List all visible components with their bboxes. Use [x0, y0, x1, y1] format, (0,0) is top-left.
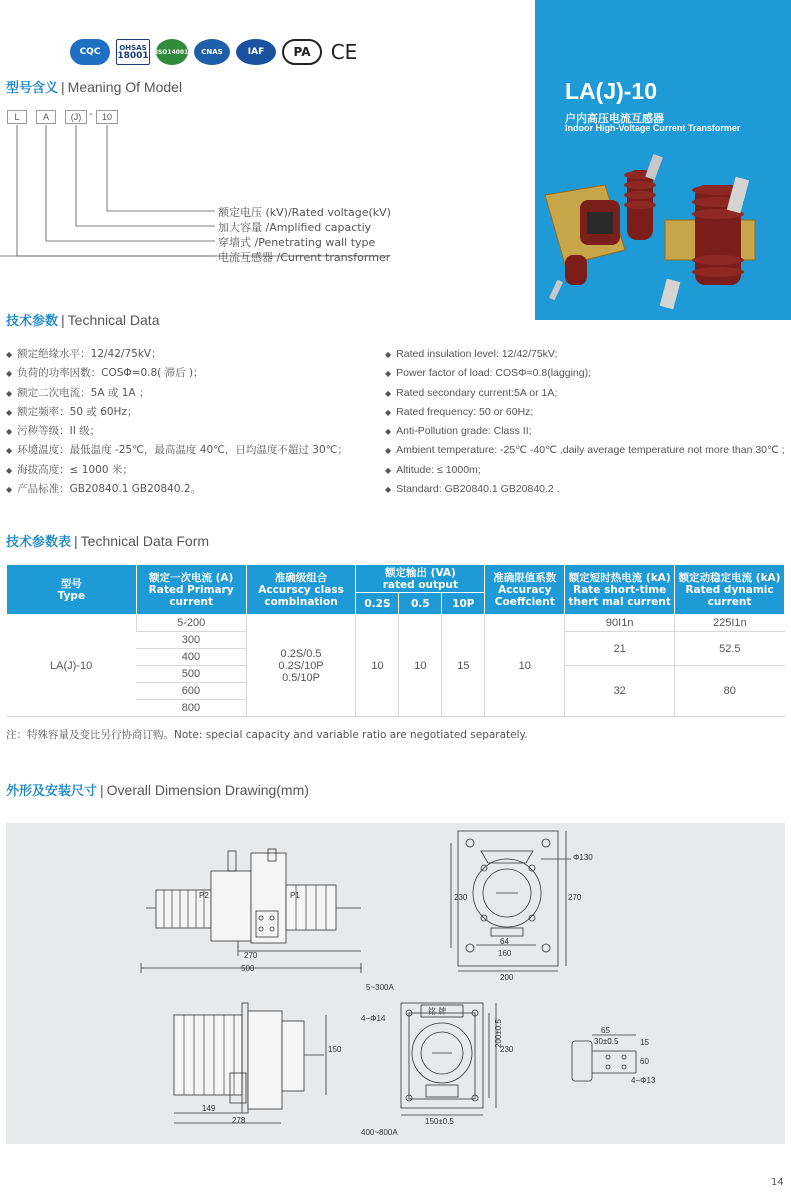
ce-logo	[328, 39, 360, 65]
tech-item-cn: ◆ 额定绝缘水平：12/42/75kV；	[6, 345, 348, 364]
cell-accuracy	[246, 615, 356, 717]
cell-out-05: 10	[399, 615, 442, 717]
product-subtitle-en: Indoor High-Voltage Current Transformer	[565, 123, 741, 133]
model-code-j: (J)	[65, 110, 87, 124]
model-code-a: A	[36, 110, 56, 124]
product-subtitle-cn: 户内高压电流互感器	[565, 112, 664, 125]
th-limit	[485, 565, 565, 615]
cnas-logo-text: CNAS	[201, 48, 223, 56]
tech-data-list-cn	[6, 345, 348, 499]
cell-limit: 10	[485, 615, 565, 717]
th-accuracy-cn: 准确级组合	[274, 571, 328, 584]
cqc-logo	[70, 39, 110, 65]
dim-65: 65	[601, 1026, 610, 1035]
th-primary-en2: current	[169, 595, 213, 608]
dim-230-front: 230	[500, 1045, 514, 1054]
dim-phi130: Φ130	[573, 853, 593, 862]
dim-64: 64	[500, 937, 509, 946]
tech-section-title-cn: 技术参数	[6, 314, 59, 329]
tech-item-cn: ◆ 海拔高度：≤ 1000 米；	[6, 461, 348, 480]
th-primary-cn: 额定一次电流 (A)	[148, 571, 234, 584]
tech-item-en: ◆ Anti-Pollution grade: Class II;	[385, 422, 785, 441]
cell-dynamic: 225I1n	[675, 615, 785, 632]
label-p1: P1	[290, 891, 300, 900]
page-number: 14	[771, 1177, 784, 1188]
cell-accuracy-line: 0.2S/0.5	[280, 647, 322, 660]
table-section-title-cn: 技术参数表	[6, 535, 72, 550]
cell-primary: 400	[136, 649, 246, 666]
model-section-title-cn: 型号含义	[6, 81, 59, 96]
model-label-current-transformer: 电流互感器 /Current transformer	[218, 251, 391, 264]
table-section-title-en: Technical Data Form	[80, 533, 210, 549]
product-photo	[535, 140, 791, 320]
tech-item-en: ◆ Rated frequency: 50 or 60Hz;	[385, 403, 785, 422]
model-section-title: 型号含义 | Meaning Of Model	[6, 79, 183, 96]
tech-item-cn: ◆ 污秽等级：II 级；	[6, 422, 348, 441]
certification-logos	[70, 38, 360, 66]
model-code-10: 10	[96, 110, 118, 124]
th-dynamic	[675, 565, 785, 615]
th-dynamic-en1: Rated dynamic	[685, 583, 774, 596]
th-primary-en1: Rated Primary	[148, 583, 234, 596]
model-label-voltage: 额定电压 (kV)/Rated voltage(kV)	[218, 206, 391, 219]
tech-item-cn: ◆ 额定频率：50 或 60Hz；	[6, 403, 348, 422]
cell-primary: 500	[136, 666, 246, 683]
tech-item-en: ◆ Power factor of load: COSΦ=0.8(lagging);	[385, 364, 785, 383]
technical-data-table	[6, 564, 785, 717]
model-code-l: L	[7, 110, 27, 124]
cell-primary: 800	[136, 700, 246, 717]
th-thermal-cn: 额定短时热电流 (kA)	[568, 571, 671, 584]
tech-item-cn: ◆ 环境温度：最低温度 -25℃，最高温度 40℃，日均温度不超过 30℃；	[6, 441, 348, 460]
th-output-en: rated output	[382, 578, 459, 591]
cell-primary: 300	[136, 632, 246, 649]
th-limit-cn: 准确限值系数	[493, 571, 557, 584]
model-section-title-en: Meaning Of Model	[67, 79, 183, 95]
iaf-logo	[236, 39, 276, 65]
dim-4phi13: 4−Φ13	[631, 1076, 656, 1085]
cell-thermal: 90I1n	[565, 615, 675, 632]
table-section-title: 技术参数表 | Technical Data Form	[6, 533, 210, 550]
range-400-800a: 400~800A	[361, 1128, 398, 1137]
ohsas-logo	[116, 39, 150, 65]
transformer-left-illustration	[545, 154, 663, 300]
th-out-02s: 0.2S	[356, 593, 399, 615]
drawing-section-title-cn: 外形及安装尺寸	[6, 784, 98, 799]
tech-data-list-en	[385, 345, 785, 499]
cell-thermal: 21	[565, 632, 675, 666]
dim-270-front: 270	[568, 893, 582, 902]
dimension-drawing-panel	[6, 823, 785, 1144]
dim-150pm: 150±0.5	[425, 1117, 454, 1126]
dim-15: 15	[640, 1038, 649, 1047]
dim-30pm: 30±0.5	[594, 1037, 619, 1046]
transformer-right-illustration	[660, 177, 755, 310]
cell-dynamic: 52.5	[675, 632, 785, 666]
model-meaning-diagram	[0, 100, 400, 270]
tech-section-title: 技术参数 | Technical Data	[6, 312, 160, 329]
th-type-cn: 型号	[60, 577, 82, 590]
table-note: 注：特殊容量及变比另行协商订购。Note: special capacity and variable ratio are negotiated separately.	[6, 729, 528, 741]
cell-accuracy-line: 0.5/10P	[282, 671, 320, 684]
model-label-capacity: 加大容量 /Amplified capactiy	[218, 221, 372, 234]
th-accuracy-en1: Accurscy class	[258, 583, 344, 596]
ce-logo-text: CE	[330, 40, 358, 64]
cqc-logo-text: CQC	[79, 47, 101, 57]
tech-item-en: ◆ Ambient temperature: -25℃ -40℃ ,daily average temperature not more than 30℃ ;	[385, 441, 785, 460]
pa-logo-text: PA	[293, 45, 311, 59]
th-out-05: 0.5	[399, 593, 442, 615]
th-dynamic-cn: 额定动稳定电流 (kA)	[678, 571, 781, 584]
range-5-300a: 5~300A	[366, 983, 394, 992]
th-primary	[136, 565, 246, 615]
dim-230: 230	[454, 893, 468, 902]
tech-item-en: ◆ Standard: GB20840.1 GB20840.2 .	[385, 480, 785, 499]
dim-60: 60	[640, 1057, 649, 1066]
th-output	[356, 565, 485, 593]
dim-200: 200	[500, 973, 514, 982]
th-output-cn: 额定输出 (VA)	[385, 566, 456, 579]
th-type-en: Type	[57, 589, 86, 602]
product-hero-panel	[535, 0, 791, 320]
dimension-drawing	[6, 823, 785, 1144]
th-accuracy	[246, 565, 356, 615]
tech-item-en: ◆ Rated secondary current:5A or 1A;	[385, 384, 785, 403]
dim-160: 160	[498, 949, 512, 958]
tech-section-title-en: Technical Data	[67, 312, 160, 328]
cell-out-02s: 10	[356, 615, 399, 717]
ohsas-logo-bottom: 18001	[117, 51, 149, 61]
cnas-logo	[194, 39, 230, 65]
table-row	[7, 615, 785, 632]
dim-270: 270	[244, 951, 258, 960]
ohsas-logo-top: OHSAS	[119, 44, 147, 52]
cell-accuracy-line: 0.2S/10P	[278, 659, 324, 672]
iso-logo-text: ISO14001	[155, 48, 189, 56]
tech-item-cn: ◆ 额定二次电流：5A 或 1A ；	[6, 384, 348, 403]
tech-item-cn: ◆ 产品标准：GB20840.1 GB20840.2。	[6, 480, 348, 499]
model-label-wall-type: 穿墙式 /Penetrating wall type	[218, 236, 376, 249]
dim-4phi14: 4−Φ14	[361, 1014, 386, 1023]
dim-500: 500	[241, 964, 255, 973]
th-accuracy-en2: combination	[264, 595, 338, 608]
cell-out-10p: 15	[442, 615, 485, 717]
tech-item-en: ◆ Altitude: ≤ 1000m;	[385, 461, 785, 480]
dim-200pm: 200±0.5	[494, 1019, 503, 1048]
cell-type: LA(J)-10	[7, 615, 137, 717]
th-out-10p: 10P	[442, 593, 485, 615]
drawing-section-title-en: Overall Dimension Drawing(mm)	[106, 782, 309, 798]
product-title: LA(J)-10	[565, 78, 658, 104]
th-thermal-en1: Rate short-time	[573, 583, 667, 596]
label-p2: P2	[199, 891, 209, 900]
label-nameplate: 铭 牌	[428, 1007, 447, 1016]
th-type	[7, 565, 137, 615]
dim-278: 278	[232, 1116, 246, 1125]
pa-logo	[282, 39, 322, 65]
th-limit-en2: Coeffcient	[494, 595, 555, 608]
th-thermal-en2: thert mal current	[568, 595, 671, 608]
model-code-dash: -	[89, 109, 93, 120]
th-dynamic-en2: current	[707, 595, 752, 608]
dim-150: 150	[328, 1045, 342, 1054]
dim-149: 149	[202, 1104, 216, 1113]
cell-thermal: 32	[565, 666, 675, 717]
tech-item-cn: ◆ 负荷的功率因数：COSΦ=0.8( 滞后 )；	[6, 364, 348, 383]
cell-primary: 600	[136, 683, 246, 700]
drawing-section-title: 外形及安装尺寸 | Overall Dimension Drawing(mm)	[6, 782, 309, 799]
cell-primary: 5-200	[136, 615, 246, 632]
iaf-logo-text: IAF	[247, 47, 265, 57]
iso14001-logo	[156, 39, 188, 65]
th-thermal	[565, 565, 675, 615]
tech-item-en: ◆ Rated insulation level: 12/42/75kV;	[385, 345, 785, 364]
cell-dynamic: 80	[675, 666, 785, 717]
th-limit-en1: Accuracy	[498, 583, 552, 596]
